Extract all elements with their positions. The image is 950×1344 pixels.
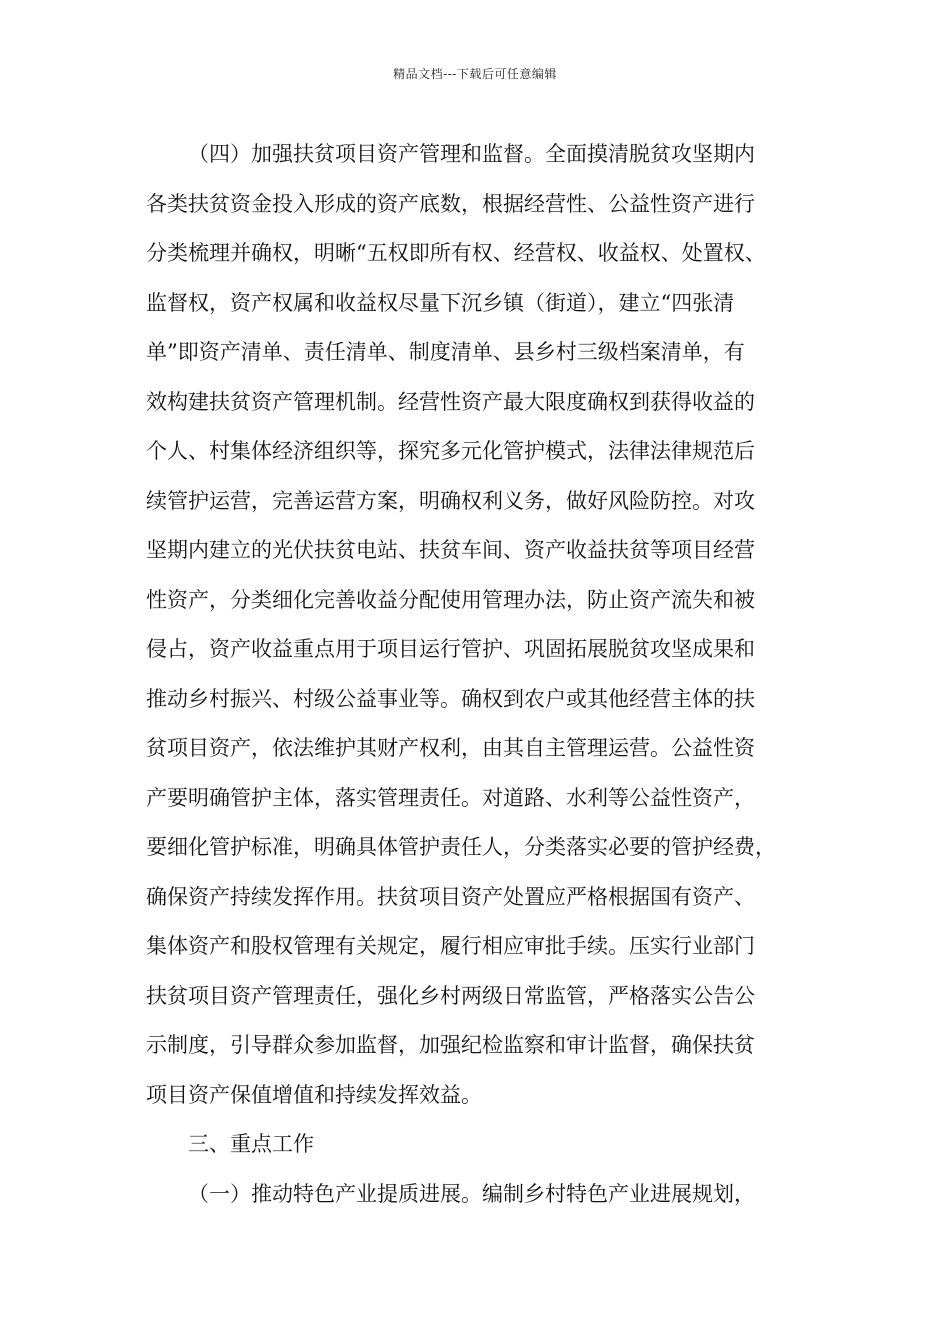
paragraph-line: 集体资产和股权管理有关规定，履行相应审批手续。压实行业部门 [146,934,755,958]
paragraph-line: 产要明确管护主体，落实管理责任。对道路、水利等公益性资产， [146,785,755,810]
paragraph-line: 贫项目资产，依法维护其财产权利，由其自主管理运营。公益性资 [146,736,755,760]
page-header: 精品文档---下载后可任意编辑 [393,67,557,81]
paragraph-line: 单”即资产清单、责任清单、制度清单、县乡村三级档案清单，有 [146,340,745,364]
paragraph-line: 侵占，资产收益重点用于项目运行管护、巩固拓展脱贫攻坚成果和 [146,637,755,661]
paragraph-line: 各类扶贫资金投入形成的资产底数，根据经营性、公益性资产进行 [146,191,755,216]
paragraph-line: 效构建扶贫资产管理机制。经营性资产最大限度确权到获得收益的 [146,389,755,414]
paragraph-line: 续管护运营，完善运营方案，明确权利义务，做好风险防控。对攻 [146,488,755,513]
paragraph-line: 坚期内建立的光伏扶贫电站、扶贫车间、资产收益扶贫等项目经营 [146,538,755,562]
paragraph-line: 确保资产持续发挥作用。扶贫项目资产处置应严格根据国有资产、 [146,884,755,909]
paragraph-line: 监督权，资产权属和收益权尽量下沉乡镇（街道），建立“四张清 [146,290,735,315]
paragraph-line: （四）加强扶贫项目资产管理和监督。全面摸清脱贫攻坚期内 [188,142,755,166]
paragraph-line: 个人、村集体经济组织等，探究多元化管护模式，法律法律规范后 [146,439,755,463]
paragraph-line: 分类梳理并确权，明晰“五权即所有权、经营权、收益权、处置权、 [146,241,766,265]
paragraph-line: 扶贫项目资产管理责任，强化乡村两级日常监管，严格落实公告公 [146,983,755,1008]
document-body [146,130,826,1219]
paragraph-line: 项目资产保值增值和持续发挥效益。 [146,1082,482,1107]
section-heading: 三、重点工作 [188,1132,314,1156]
paragraph-line: 推动乡村振兴、村级公益事业等。确权到农户或其他经营主体的扶 [146,686,755,711]
paragraph-line: （一）推动特色产业提质进展。编制乡村特色产业进展规划， [188,1181,755,1206]
paragraph-line: 性资产，分类细化完善收益分配使用管理办法，防止资产流失和被 [146,587,755,612]
paragraph-line: 要细化管护标准，明确具体管护责任人，分类落实必要的管护经费， [146,835,776,859]
paragraph-line: 示制度，引导群众参加监督，加强纪检监察和审计监督，确保扶贫 [146,1033,755,1057]
